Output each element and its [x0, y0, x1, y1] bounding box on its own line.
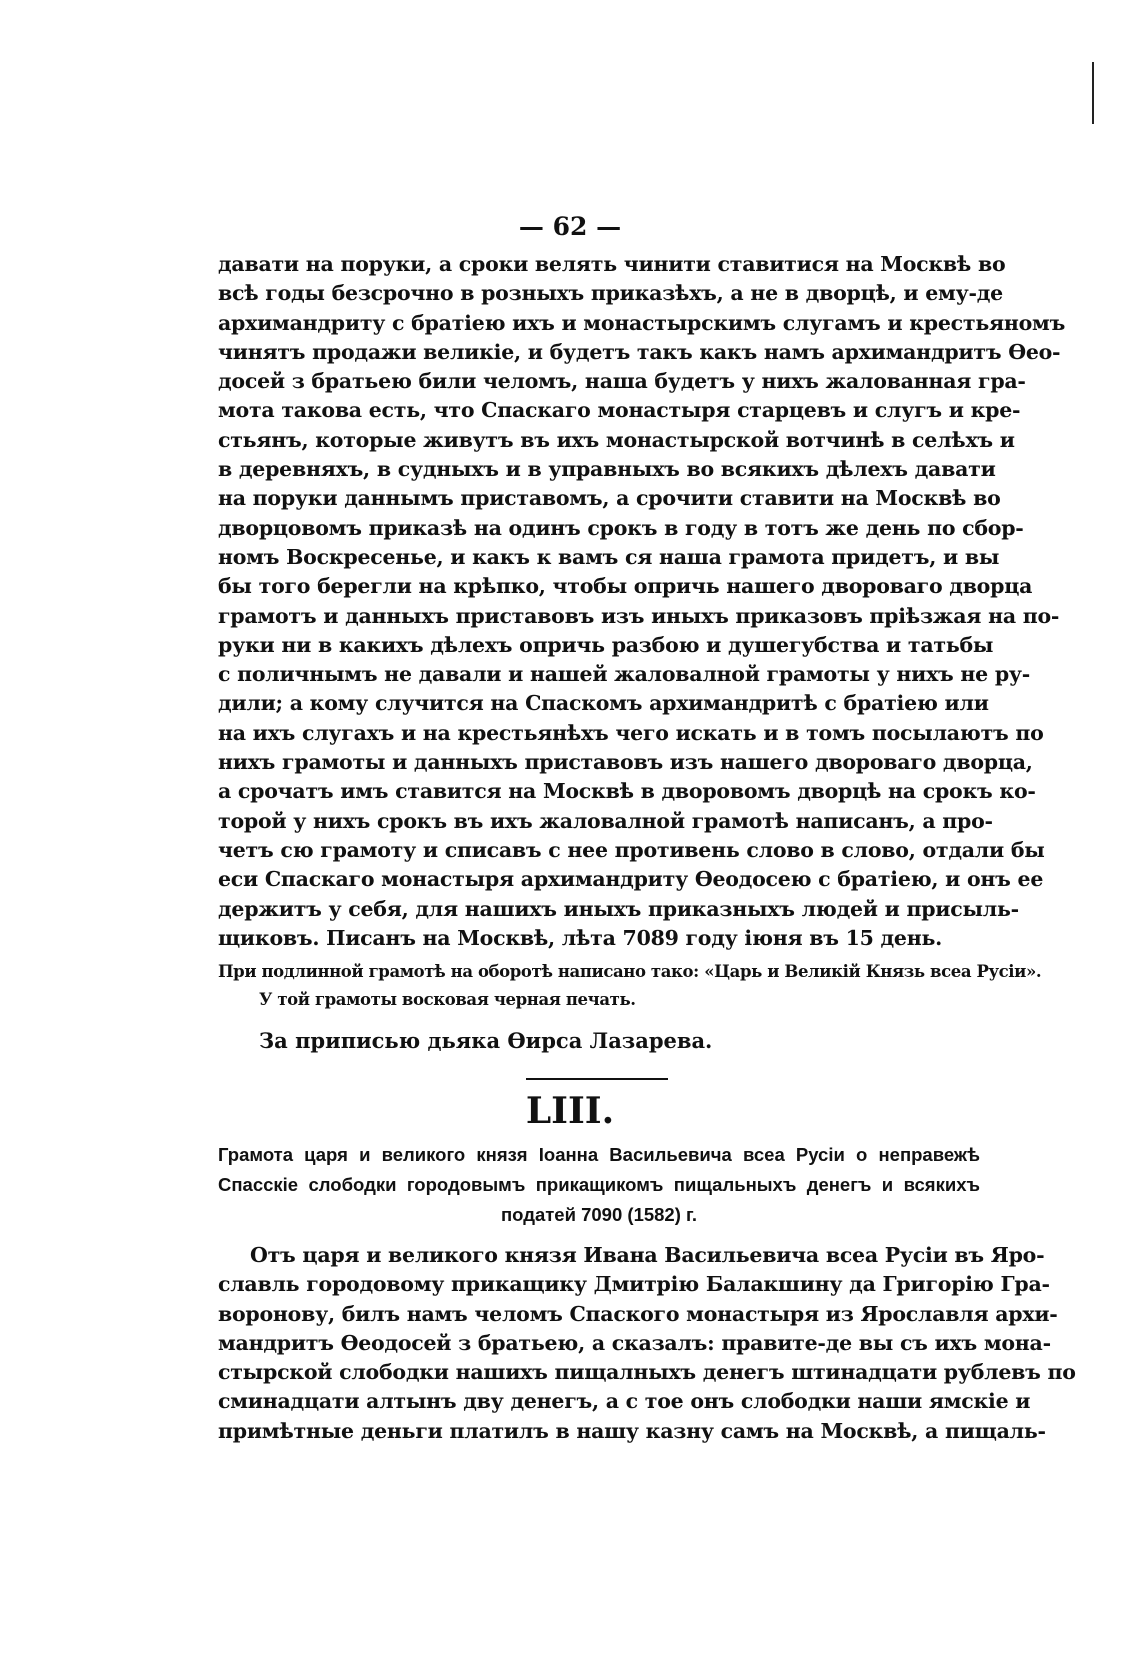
paragraph-1-line: давати на поруки, а сроки велять чинити ставитися на Москвѣ во	[218, 252, 1006, 276]
paragraph-1-line: четъ сю грамоту и списавъ с нее противень слово в слово, отдали бы	[218, 837, 1045, 862]
paragraph-1-line: мота такова есть, что Спаскаго монастыря старцевъ и слугъ и кре-	[218, 398, 1021, 423]
paragraph-1	[218, 250, 1066, 953]
paragraph-1-line: стьянъ, которые живутъ въ ихъ монастырской вотчинѣ в селѣхъ и	[218, 427, 1015, 452]
paragraph-1-line: в деревняхъ, в судныхъ и в управныхъ во всякихъ дѣлехъ давати	[218, 457, 996, 482]
attribution: За приписью дьяка Өирса Лазарева.	[259, 1028, 713, 1053]
paragraph-2-line: примѣтные деньги платилъ в нашу казну самъ на Москвѣ, а пищаль-	[218, 1418, 1046, 1443]
paragraph-2-line: сминадцати алтынъ дву денегъ, а с тое онъ слободки наши ямскiе и	[218, 1389, 1031, 1414]
paragraph-1-line: дили; а кому случится на Спаскомъ архимандритѣ с братiею или	[218, 691, 989, 716]
paragraph-1-line: щиковъ. Писанъ на Москвѣ, лѣта 7089 году iюня въ 15 день.	[218, 925, 943, 950]
paragraph-2	[218, 1241, 1076, 1446]
page-number: — 62 —	[518, 212, 622, 241]
paragraph-1-line: номъ Воскресенье, и какъ к вамъ ся наша грамота придетъ, и вы	[218, 544, 1000, 569]
paragraph-1-line: всѣ годы безсрочно в розныхъ приказѣхъ, а не в дворцѣ, и ему-де	[218, 281, 1003, 306]
paragraph-1-line: дворцовомъ приказѣ на одинъ срокъ в году в тотъ же день по сбор-	[218, 515, 1024, 540]
paragraph-1-line: чинятъ продажи великiе, и будетъ такъ какъ намъ архимандритъ Өео-	[218, 339, 1061, 364]
paragraph-1-line: а срочатъ имъ ставится на Москвѣ в дворовомъ дворцѣ на срокъ ко-	[218, 779, 1036, 804]
scan-edge-mark	[1092, 62, 1094, 124]
section-divider	[526, 1078, 668, 1080]
paragraph-1-line: архимандриту с братiею ихъ и монастырскимъ слугамъ и крестьяномъ	[218, 310, 1066, 335]
paragraph-1-line: на ихъ слугахъ и на крестьянѣхъ чего искать и в томъ посылаютъ по	[218, 720, 1044, 745]
section-number: LIII.	[525, 1090, 615, 1132]
note-seal: У той грамоты восковая черная печать.	[259, 990, 636, 1009]
section-heading	[218, 1140, 980, 1230]
paragraph-2-line: стырской слободки нашихъ пищалныхъ денегъ штинадцати рублевъ по	[218, 1360, 1076, 1385]
paragraph-2-line: мандритъ Өеодосей з братьею, а сказалъ: правите-де вы съ ихъ мона-	[218, 1330, 1051, 1355]
paragraph-1-line: на поруки даннымъ приставомъ, а срочити ставити на Москвѣ во	[218, 486, 1001, 511]
heading-line: податей 7090 (1582) г.	[500, 1204, 698, 1225]
paragraph-1-line: бы того берегли на крѣпко, чтобы опричь нашего двороваго дворца	[218, 574, 1033, 599]
paragraph-1-line: нихъ грамоты и данныхъ приставовъ изъ нашего двороваго дворца,	[218, 750, 1033, 775]
paragraph-1-line: торой у нихъ срокъ въ ихъ жаловалной грамотѣ написанъ, а про-	[218, 808, 993, 833]
heading-line: Грамота царя и великого князя Iоанна Васильевича всеа Русiи о неправежѣ	[218, 1144, 980, 1165]
paragraph-1-line: с поличнымъ не давали и нашей жаловалной грамоты у нихъ не ру-	[218, 662, 1031, 687]
paragraph-1-line: еси Спаскаго монастыря архимандриту Өеодосею с братiею, и онъ ее	[218, 867, 1044, 892]
paragraph-1-line: держитъ у себя, для нашихъ иныхъ приказныхъ людей и присыль-	[218, 896, 1019, 921]
paragraph-1-line: грамотъ и данныхъ приставовъ изъ иныхъ приказовъ прiѣзжая на по-	[218, 603, 1060, 628]
paragraph-1-line: руки ни в какихъ дѣлехъ опричь разбою и душегубства и татьбы	[218, 632, 994, 657]
heading-line: Спасскiе слободки городовымъ прикащикомъ пищальныхъ денегъ и всякихъ	[218, 1174, 980, 1195]
note-reverse-inscription: При подлинной грамотѣ на оборотѣ написано тако: «Царь и Великiй Князь всеа Русiи».	[218, 962, 1042, 981]
notes	[218, 958, 1042, 1014]
paragraph-2-line: воронову, билъ намъ челомъ Спаского монастыря из Ярославля архи-	[218, 1301, 1058, 1326]
paragraph-2-line: Отъ царя и великого князя Ивана Васильевича всеа Русiи въ Яро-	[250, 1243, 1045, 1267]
paragraph-2-line: славль городовому прикащику Дмитрiю Балакшину да Григорiю Гра-	[218, 1272, 1050, 1297]
paragraph-1-line: досей з братьею били челомъ, наша будетъ у нихъ жалованная гра-	[218, 369, 1026, 394]
